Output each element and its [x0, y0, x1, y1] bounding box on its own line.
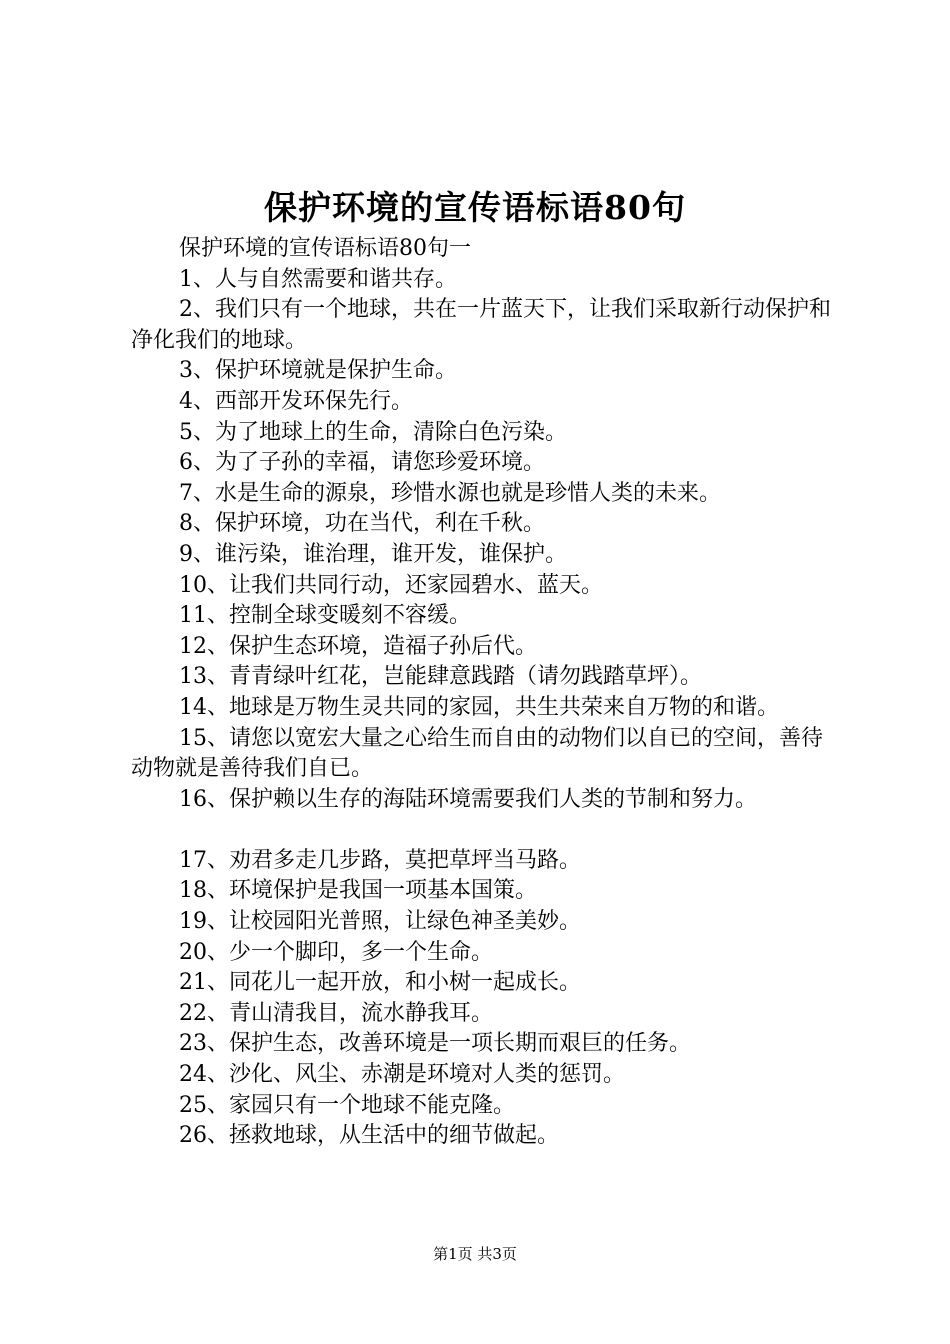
paragraph-slogan-25: 25、家园只有一个地球不能克隆。: [179, 1092, 515, 1118]
paragraph-slogan-2: 2、我们只有一个地球，共在一片蓝天下，让我们采取新行动保护和净化我们的地球。: [131, 297, 831, 353]
paragraph-slogan-8: 8、保护环境，功在当代，利在千秋。: [179, 511, 545, 537]
document-body: [131, 234, 831, 1152]
paragraph-slogan-15: 15、请您以宽宏大量之心给生而自由的动物们以自已的空间，善待动物就是善待我们自已。: [131, 725, 823, 782]
paragraph-slogan-17: 17、劝君多走几步路，莫把草坪当马路。: [179, 847, 581, 873]
paragraph-slogan-10: 10、让我们共同行动，还家园碧水、蓝天。: [179, 572, 603, 598]
paragraph-slogan-21: 21、同花儿一起开放，和小树一起成长。: [179, 970, 581, 996]
paragraph-slogan-19: 19、让校园阳光普照，让绿色神圣美妙。: [179, 909, 581, 935]
paragraph-slogan-5: 5、为了地球上的生命，清除白色污染。: [179, 419, 567, 445]
paragraph-slogan-22: 22、青山清我目，流水静我耳。: [179, 1000, 493, 1026]
paragraph-slogan-11: 11、控制全球变暖刻不容缓。: [179, 603, 471, 629]
paragraph-slogan-20: 20、少一个脚印，多一个生命。: [179, 939, 493, 965]
paragraph-slogan-23: 23、保护生态，改善环境是一项长期而艰巨的任务。: [179, 1031, 691, 1057]
paragraph-slogan-18: 18、环境保护是我国一项基本国策。: [179, 878, 537, 904]
page-footer: 第1页 共3页: [433, 1245, 517, 1263]
paragraph-slogan-14: 14、地球是万物生灵共同的家园，共生共荣来自万物的和谐。: [179, 694, 779, 720]
paragraph-heading: 保护环境的宣传语标语80句一: [179, 236, 471, 261]
paragraph-slogan-26: 26、拯救地球，从生活中的细节做起。: [179, 1123, 559, 1149]
paragraph-slogan-1: 1、人与自然需要和谐共存。: [179, 266, 457, 292]
paragraph-slogan-13: 13、青青绿叶红花，岂能肆意践踏（请勿践踏草坪）。: [179, 664, 702, 690]
paragraph-slogan-12: 12、保护生态环境，造福子孙后代。: [179, 633, 537, 659]
paragraph-slogan-4: 4、西部开发环保先行。: [179, 388, 413, 414]
paragraph-slogan-16: 16、保护赖以生存的海陆环境需要我们人类的节制和努力。: [179, 786, 757, 812]
paragraph-slogan-6: 6、为了子孙的幸福，请您珍爱环境。: [179, 450, 545, 476]
paragraph-slogan-7: 7、水是生命的源泉，珍惜水源也就是珍惜人类的未来。: [179, 480, 721, 506]
page-title: 保护环境的宣传语标语80句: [264, 188, 686, 227]
paragraph-slogan-3: 3、保护环境就是保护生命。: [179, 358, 457, 384]
paragraph-slogan-24: 24、沙化、风尘、赤潮是环境对人类的惩罚。: [179, 1062, 625, 1088]
paragraph-slogan-9: 9、谁污染，谁治理，谁开发，谁保护。: [179, 541, 567, 567]
